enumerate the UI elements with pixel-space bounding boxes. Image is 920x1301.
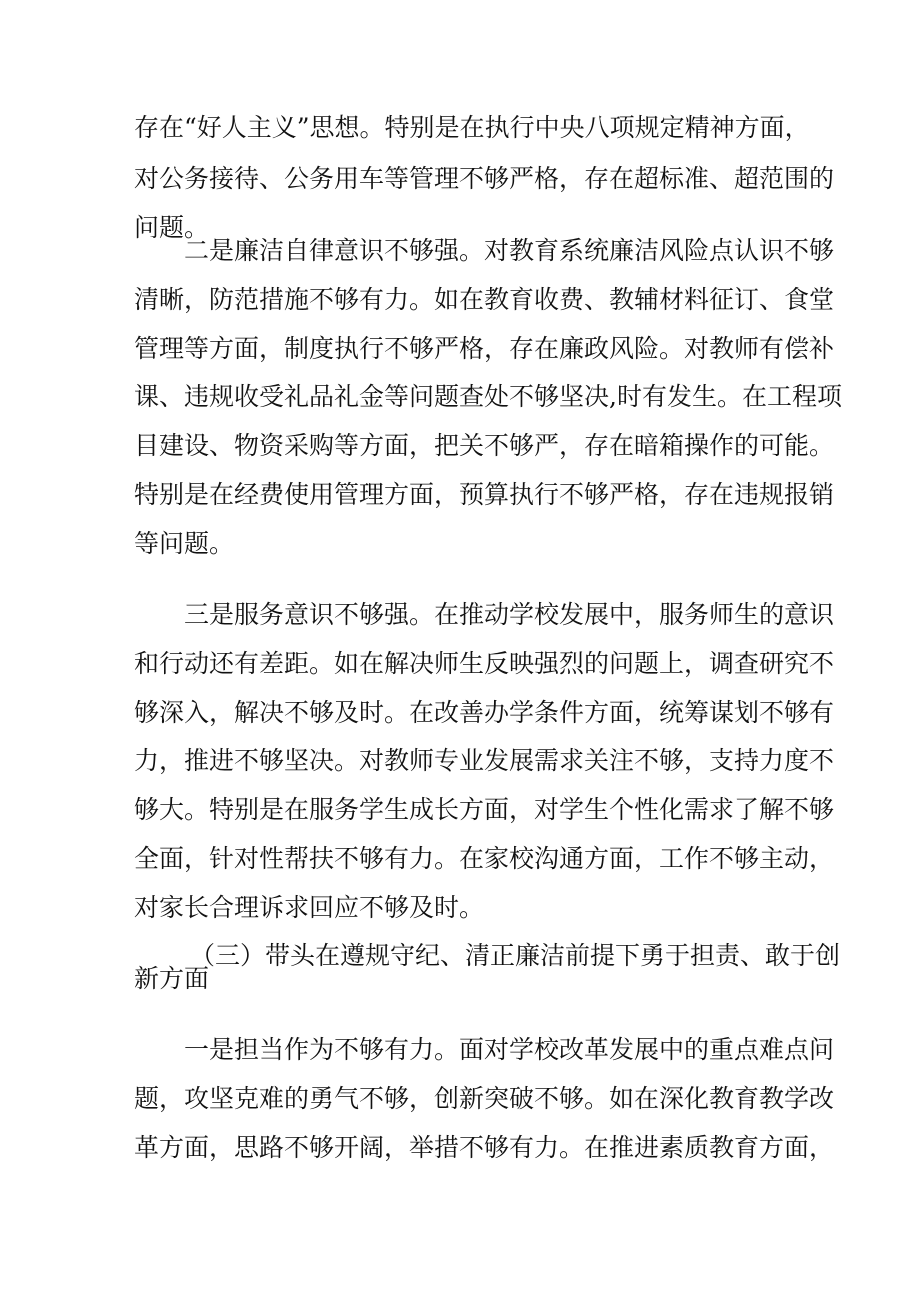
text-line: 管理等方面，制度执行不够严格，存在廉政风险。对教师有偿补 bbox=[134, 334, 835, 363]
text-line: 等问题。 bbox=[134, 529, 235, 558]
text-line: 力，推进不够坚决。对教师专业发展需求关注不够，支持力度不 bbox=[134, 746, 835, 775]
text-line: 特别是在经费使用管理方面，预算执行不够严格，存在违规报销 bbox=[134, 480, 835, 509]
text-line: 课、违规收受礼品礼金等问题查处不够坚决,时有发生。在工程项 bbox=[134, 382, 842, 411]
text-line: 够深入，解决不够及时。在改善办学条件方面，统筹谋划不够有 bbox=[134, 698, 835, 727]
text-line: 问题。 bbox=[134, 213, 210, 242]
section-heading: （三）带头在遵规守纪、清正廉洁前提下勇于担责、敢于创 bbox=[190, 941, 841, 970]
paragraph-first-line: 二是廉洁自律意识不够强。对教育系统廉洁风险点认识不够 bbox=[184, 236, 835, 265]
text-line: 够大。特别是在服务学生成长方面，对学生个性化需求了解不够 bbox=[134, 795, 835, 824]
text-line: 题，攻坚克难的勇气不够，创新突破不够。如在深化教育教学改 bbox=[134, 1084, 835, 1113]
text-line: 清晰，防范措施不够有力。如在教育收费、教辅材料征订、食堂 bbox=[134, 285, 835, 314]
text-line: 革方面，思路不够开阔，举措不够有力。在推进素质教育方面， bbox=[134, 1133, 835, 1162]
paragraph-first-line: 一是担当作为不够有力。面对学校改革发展中的重点难点问 bbox=[184, 1035, 835, 1064]
text-line: 目建设、物资采购等方面，把关不够严，存在暗箱操作的可能。 bbox=[134, 431, 835, 460]
text-line: 全面，针对性帮扶不够有力。在家校沟通方面，工作不够主动， bbox=[134, 844, 835, 873]
text-line: 对家长合理诉求回应不够及时。 bbox=[134, 893, 485, 922]
text-line: 对公务接待、公务用车等管理不够严格，存在超标准、超范围的 bbox=[134, 164, 835, 193]
paragraph-first-line: 三是服务意识不够强。在推动学校发展中，服务师生的意识 bbox=[184, 600, 835, 629]
section-heading-continued: 新方面 bbox=[134, 964, 210, 993]
text-line: 和行动还有差距。如在解决师生反映强烈的问题上，调查研究不 bbox=[134, 649, 835, 678]
text-line: 存在“好人主义”思想。特别是在执行中央八项规定精神方面， bbox=[134, 113, 810, 142]
